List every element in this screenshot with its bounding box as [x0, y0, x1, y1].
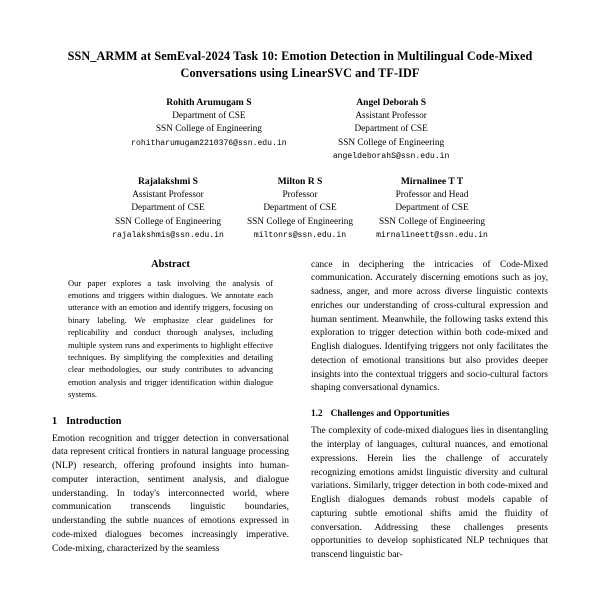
section-title: Introduction — [66, 415, 122, 427]
author-role: Department of CSE — [172, 110, 246, 121]
author-row — [102, 96, 498, 163]
author-affiliation: SSN College of Engineering — [338, 137, 445, 148]
paragraph: cance in deciphering the intricacies of Code-Mixed communication. Accurately discerning emotions such as joy, sadness, anger, and more across diverse linguistic contexts enriches our understanding of cross-cultural expression and human sentiment. Meanwhile, the following tasks extend this exploration to trigger detection within both code-mixed and English dialogues. Identifying triggers not only facilitates the detection of emotional transitions but also provides deeper insights into the contextual triggers and socio-cultural factors shaping conversational dynamics. — [311, 259, 548, 394]
section-title: Challenges and Opportunities — [330, 409, 450, 420]
section-heading-introduction — [52, 416, 289, 427]
abstract-heading: Abstract — [151, 258, 190, 270]
author-affiliation: SSN College of Engineering — [246, 216, 354, 227]
title-block — [0, 0, 600, 243]
abstract-text: Our paper explores a task involving the analysis of emotions and triggers within dialogues. We annotate each utterance with an emotion and identify triggers, focusing on binary labeling. We emphasize clear guidelines for replicability and conduct thorough analyses, including multiple system runs and experiments to highlight effective techniques. By simplifying the complexities and detailing clear methodologies, our study contributes to advancing emotion analysis and trigger identification within dialogue systems. — [68, 277, 273, 400]
author-block — [62, 96, 538, 243]
author-department: Department of CSE — [131, 203, 205, 214]
author-email: mirnalineett@ssn.edu.in — [376, 231, 488, 241]
author-email: angeldeborahS@ssn.edu.in — [332, 151, 450, 161]
author-department: Department of CSE — [395, 203, 469, 214]
page-title: SSN_ARMM at SemEval-2024 Task 10: Emotion Detection in Multilingual Code-Mixed Conversations using LinearSVC and TF-IDF — [67, 49, 533, 81]
author-name: Angel Deborah S — [356, 96, 427, 108]
author-department: Department of CSE — [354, 124, 428, 135]
author-role: Assistant Professor — [355, 110, 427, 121]
author-role: Professor and Head — [395, 190, 469, 201]
two-column-body — [0, 259, 600, 563]
author-affiliation: SSN College of Engineering — [378, 216, 486, 227]
section-number: 1.2 — [311, 409, 323, 420]
author-affiliation: SSN College of Engineering — [155, 124, 262, 135]
author-entry — [234, 175, 366, 242]
section-number: 1 — [52, 415, 58, 427]
section-heading-challenges — [311, 409, 548, 419]
author-entry — [366, 175, 498, 242]
author-entry — [118, 96, 300, 150]
author-email: rajalakshmis@ssn.edu.in — [112, 231, 224, 241]
author-name: Milton R S — [277, 176, 323, 188]
author-role: Professor — [282, 190, 318, 201]
author-department: Department of CSE — [263, 203, 337, 214]
left-column — [52, 259, 289, 557]
paragraph: Emotion recognition and trigger detection in conversational data represent critical frontiers in natural language processing (NLP) research, offering profound insights into human-computer interaction, sentiment analysis, and dialogue understanding. In today's interconnected world, where communication transcends linguistic boundaries, understanding the subtle nuances of emotions expressed in code-mixed dialogues becomes increasingly imperative. Code-mixing, characterized by the seamless — [52, 433, 289, 554]
author-entry — [300, 96, 482, 163]
author-entry — [102, 175, 234, 242]
author-row — [102, 175, 498, 242]
author-affiliation: SSN College of Engineering — [114, 216, 222, 227]
right-column — [311, 259, 548, 563]
author-email: rohitharumugam2210376@ssn.edu.in — [131, 138, 287, 148]
author-email: miltonrs@ssn.edu.in — [253, 231, 347, 241]
author-name: Rajalakshmi S — [138, 176, 198, 188]
author-name: Mirnalinee T T — [400, 176, 464, 188]
paragraph: The complexity of code-mixed dialogues lies in disentangling the interplay of languages, cultural nuances, and emotional expressions. Herein lies the challenge of accurately recognizing emotions amidst linguistic diversity and cultural variations. Similarly, trigger detection in both code-mixed and English dialogues demands robust models capable of capturing subtle emotional shifts amid the fluidity of conversation. Addressing these challenges presents opportunities to develop sophisticated NLP techniques that transcend linguistic bar- — [311, 426, 548, 561]
author-name: Rohith Arumugam S — [166, 96, 252, 108]
author-role: Assistant Professor — [132, 190, 204, 201]
